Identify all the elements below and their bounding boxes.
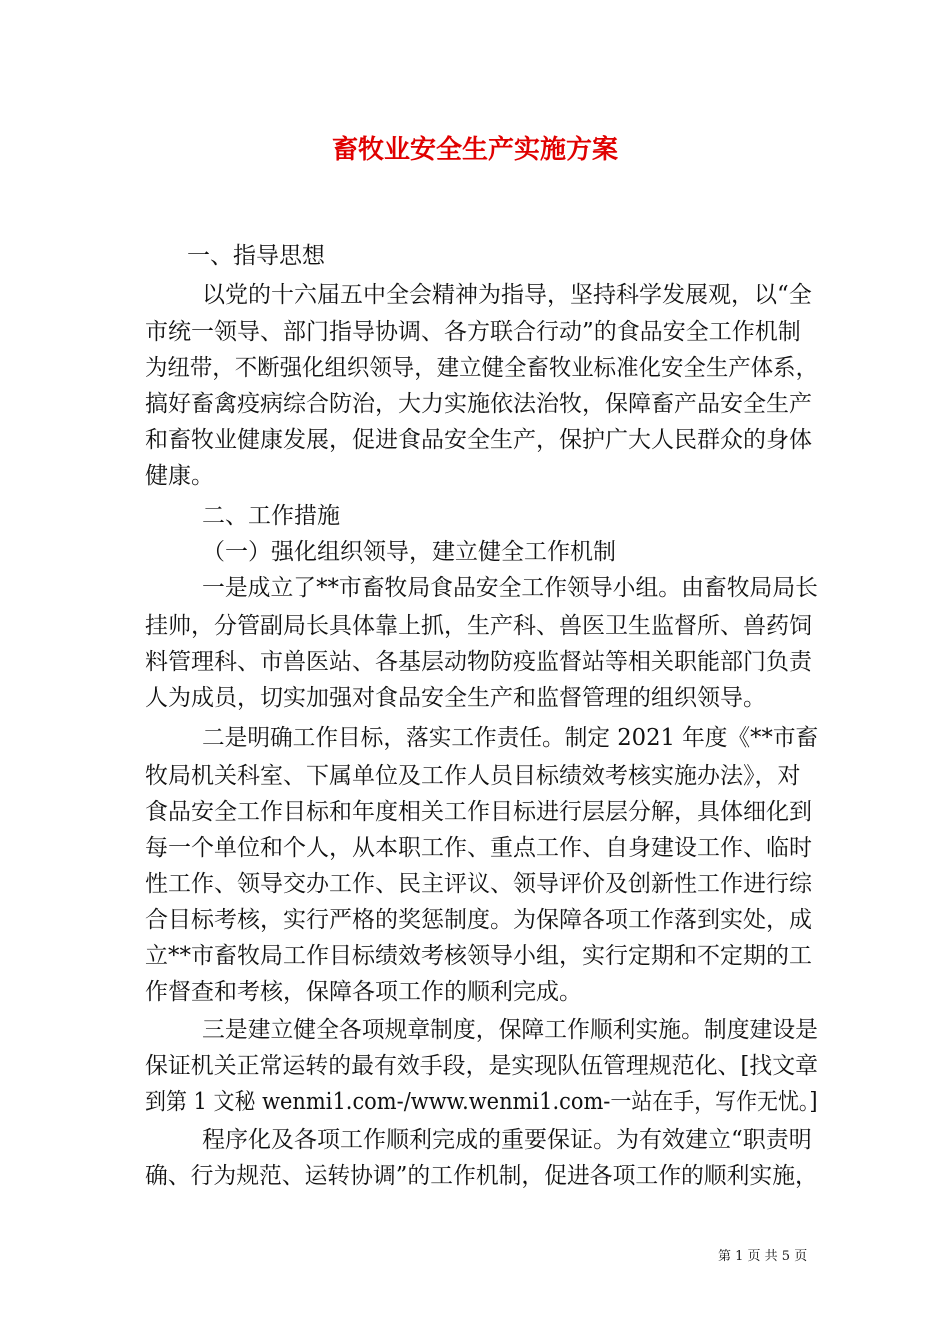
subsection-heading: （一）强化组织领导，建立健全工作机制 <box>202 539 616 565</box>
paragraph-line: 挂帅，分管副局长具体靠上抓，生产科、兽医卫生监督所、兽药饲 <box>145 613 812 639</box>
paragraph-line: 食品安全工作目标和年度相关工作目标进行层层分解，具体细化到 <box>145 799 812 825</box>
paragraph-line: 程序化及各项工作顺利完成的重要保证。为有效建立“职责明 <box>202 1127 812 1153</box>
paragraph-line: 保证机关正常运转的最有效手段，是实现队伍管理规范化、[找文章 <box>145 1053 819 1079</box>
paragraph-line: 三是建立健全各项规章制度，保障工作顺利实施。制度建设是 <box>202 1017 818 1043</box>
paragraph-line: 以党的十六届五中全会精神为指导，坚持科学发展观，以“全 <box>202 282 812 308</box>
paragraph-line: 一是成立了**市畜牧局食品安全工作领导小组。由畜牧局局长 <box>202 575 818 601</box>
paragraph-line: 为纽带，不断强化组织领导，建立健全畜牧业标准化安全生产体系， <box>145 355 819 381</box>
section-heading: 一、指导思想 <box>187 243 325 269</box>
paragraph-line: 人为成员，切实加强对食品安全生产和监督管理的组织领导。 <box>145 685 766 711</box>
paragraph-line: 料管理科、市兽医站、各基层动物防疫监督站等相关职能部门负责 <box>145 649 812 675</box>
page-number: 第 1 页 共 5 页 <box>718 1249 808 1264</box>
paragraph-line: 合目标考核，实行严格的奖惩制度。为保障各项工作落到实处，成 <box>145 907 812 933</box>
paragraph-line: 搞好畜禽疫病综合防治，大力实施依法治牧，保障畜产品安全生产 <box>145 391 812 417</box>
paragraph-line: 每一个单位和个人，从本职工作、重点工作、自身建设工作、临时 <box>145 835 812 861</box>
document-title: 畜牧业安全生产实施方案 <box>331 135 618 165</box>
paragraph-line: 和畜牧业健康发展，促进食品安全生产，保护广大人民群众的身体 <box>145 427 812 453</box>
paragraph-line: 牧局机关科室、下属单位及工作人员目标绩效考核实施办法》，对 <box>145 763 801 789</box>
section-heading: 二、工作措施 <box>202 503 340 529</box>
paragraph-line: 作督查和考核，保障各项工作的顺利完成。 <box>145 979 582 1005</box>
paragraph-line: 性工作、领导交办工作、民主评议、领导评价及创新性工作进行综 <box>145 871 812 897</box>
paragraph-line: 立**市畜牧局工作目标绩效考核领导小组，实行定期和不定期的工 <box>145 943 812 969</box>
paragraph-line: 健康。 <box>145 463 214 489</box>
paragraph-line: 到第 1 文秘 wenmi1.com-/www.wenmi1.com-一站在手，写作无忧。] <box>145 1089 818 1115</box>
paragraph-line: 二是明确工作目标，落实工作责任。制定 2021 年度《**市畜 <box>202 725 819 751</box>
paragraph-line: 确、行为规范、运转协调”的工作机制，促进各项工作的顺利实施， <box>145 1163 818 1189</box>
paragraph-line: 市统一领导、部门指导协调、各方联合行动”的食品安全工作机制 <box>145 319 801 345</box>
